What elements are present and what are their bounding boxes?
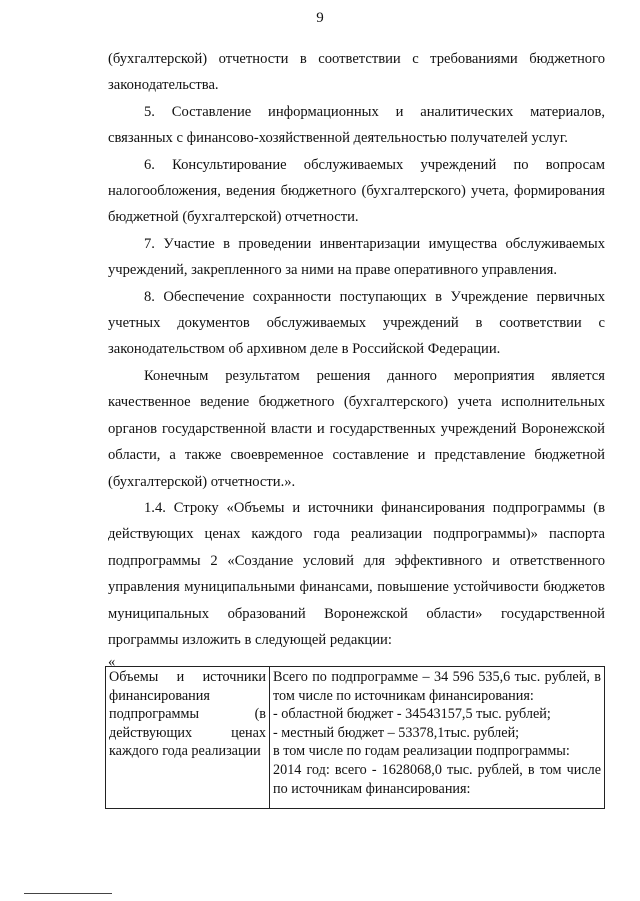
bottom-divider: [24, 893, 112, 894]
table-value-line: 2014 год: всего - 1628068,0 тыс. рублей, в том числе по источникам финансирования:: [273, 761, 601, 797]
financing-table: [105, 666, 605, 809]
table-value-line: - областной бюджет - 34543157,5 тыс. рублей;: [273, 706, 551, 723]
table-cell-label: Объемы и источники финансирования подпрограммы (в действующих ценах каждого года реализации: [106, 667, 270, 809]
document-body: [108, 46, 605, 671]
paragraph-item-6: 6. Консультирование обслуживаемых учреждений по вопросам налогообложения, ведения бюджетного (бухгалтерского) учета, формирования бюджетной (бухгалтерской) отчетности.: [108, 156, 605, 226]
table-value-line: Всего по подпрограмме – 34 596 535,6 тыс. рублей, в том числе по источникам финансирования:: [273, 669, 601, 704]
paragraph-item-5: 5. Составление информационных и аналитических материалов, связанных с финансово-хозяйственной деятельностью получателей услуг.: [108, 103, 605, 147]
opening-quote-mark: «: [108, 654, 116, 671]
paragraph-continuation: (бухгалтерской) отчетности в соответствии с требованиями бюджетного законодательства.: [108, 51, 605, 94]
paragraph-item-7: 7. Участие в проведении инвентаризации имущества обслуживаемых учреждений, закрепленного за ними на праве оперативного управления.: [108, 235, 605, 279]
paragraph-item-8: 8. Обеспечение сохранности поступающих в Учреждение первичных учетных документов обслуживаемых учреждений в соответствии с законодательством об архивном деле в Российской Федерации.: [108, 288, 605, 358]
page-number: 9: [316, 10, 324, 26]
table-value-line: - местный бюджет – 53378,1тыс. рублей;: [273, 724, 520, 741]
table-row: [106, 667, 605, 809]
table-value-line: в том числе по годам реализации подпрограммы:: [273, 743, 570, 760]
table-cell-value: [270, 667, 605, 809]
paragraph-1-4: 1.4. Строку «Объемы и источники финансирования подпрограммы (в действующих ценах каждого года реализации подпрограммы)» паспорта подпрограммы 2 «Создание условий для эффективного и ответственного управления муниципальными финансами, повышение устойчивости бюджетов муниципальных образований Воронежской области» государственной программы изложить в следующей редакции:: [108, 499, 605, 648]
paragraph-result: Конечным результатом решения данного мероприятия является качественное ведение бюджетного (бухгалтерского) учета исполнительных органов государственной власти и государственных учреждений Воронежской области, а также своевременное составление и представление бюджетной (бухгалтерской) отчетности.».: [108, 367, 605, 490]
